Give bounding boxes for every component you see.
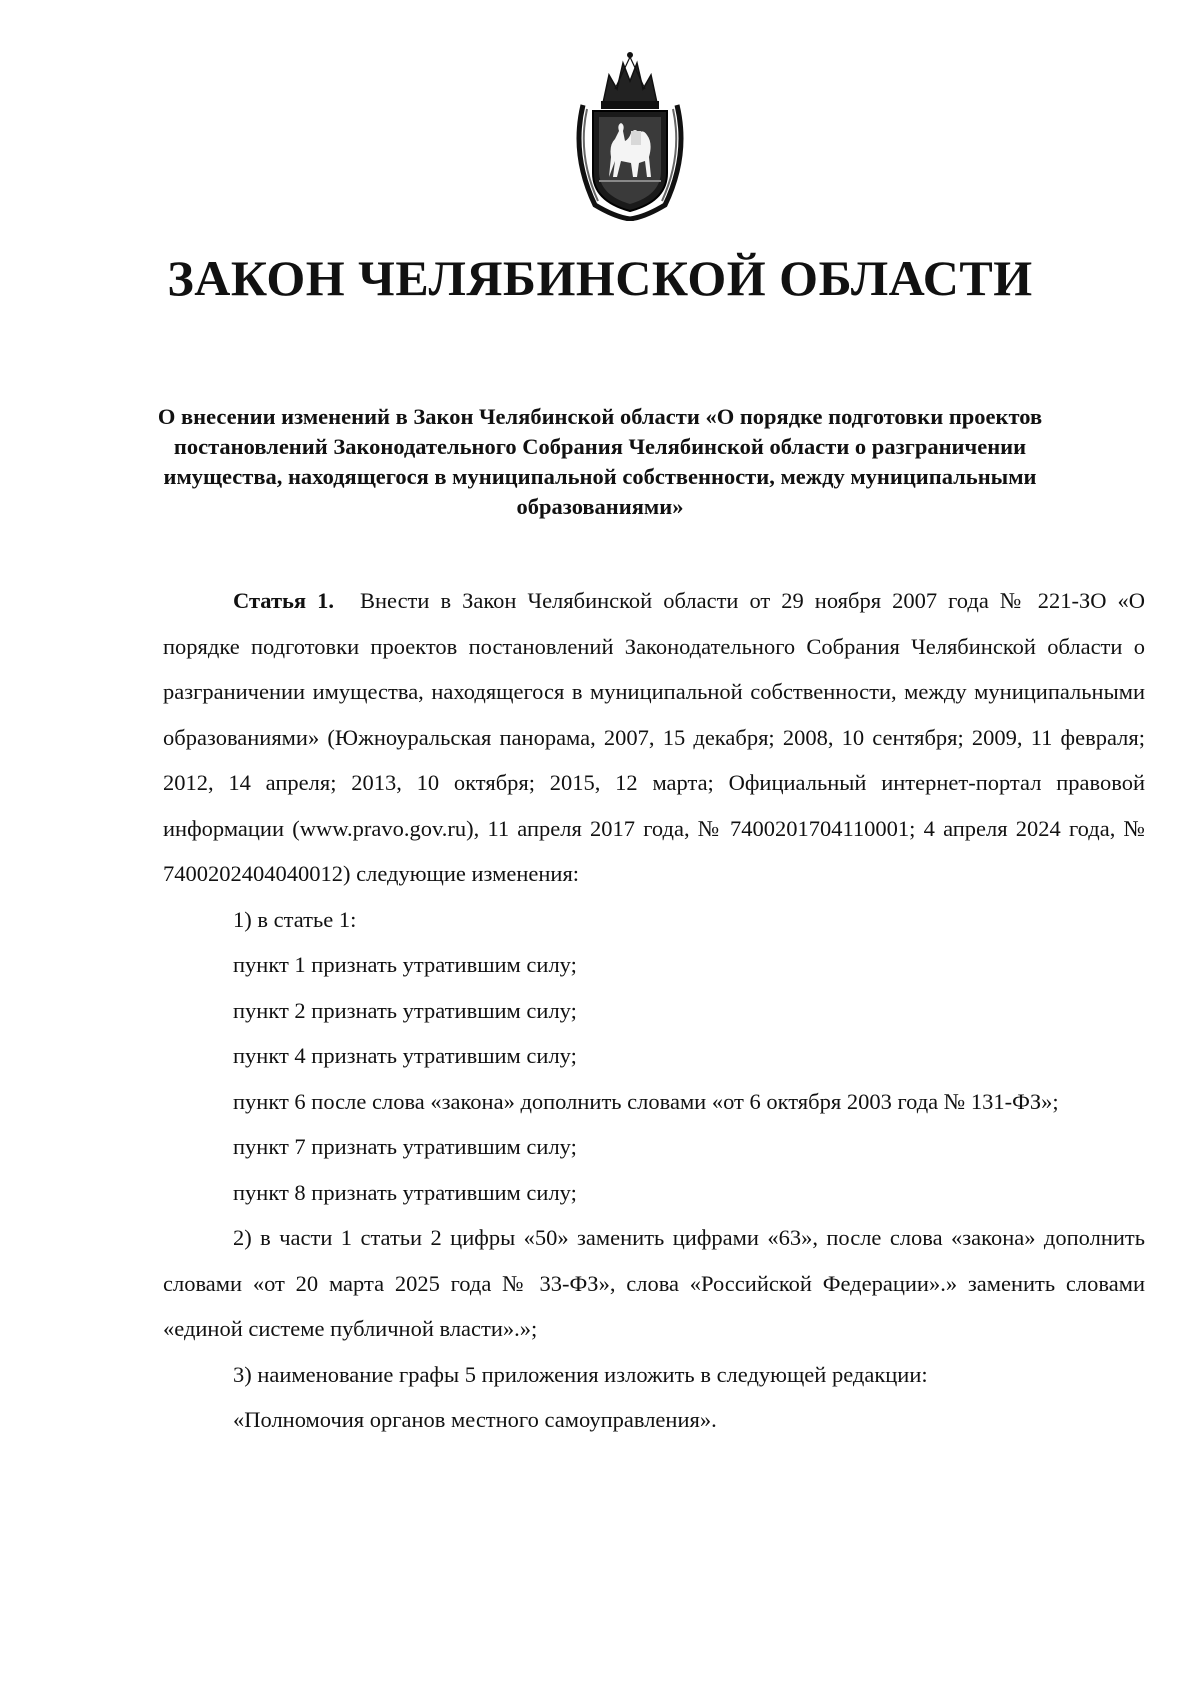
list-item: пункт 2 признать утратившим силу; xyxy=(233,997,577,1023)
document-title: ЗАКОН ЧЕЛЯБИНСКОЙ ОБЛАСТИ xyxy=(167,250,1033,306)
document-subtitle: О внесении изменений в Закон Челябинской области «О порядке подготовки проектов постановлений Законодательного Собрания Челябинской области о разграничении имущества, находящегося в муниципальной собственности, между муниципальными образованиями» xyxy=(157,404,1043,519)
list-item: 2) в части 1 статьи 2 цифры «50» заменить цифрами «63», после слова «закона» дополнить словами «от 20 марта 2025 года № 33-ФЗ», слова «Российской Федерации».» заменить словами «единой системе публичной власти».»; xyxy=(163,1225,1145,1341)
article-1-intro xyxy=(163,578,1145,897)
list-item: пункт 4 признать утратившим силу; xyxy=(233,1043,577,1068)
list-item: 3) наименование графы 5 приложения изложить в следующей редакции: xyxy=(233,1361,928,1387)
list-item: пункт 8 признать утратившим силу; xyxy=(233,1179,577,1205)
article-intro-text: Внести в Закон Челябинской области от 29 ноября 2007 года № 221-ЗО «О порядке подготовки проектов постановлений Законодательного Собрания Челябинской области о разграничении имущества, находящегося в муниципальной собственности, между муниципальными образованиями» (Южноуральская панорама, 2007, 15 декабря; 2008, 10 сентября; 2009, 11 февраля; 2012, 14 апреля; 2013, 10 октября; 2015, 12 марта; Официальный интернет-портал правовой информации (www.pravo.gov.ru), 11 апреля 2017 года, № 7400201704110001; 4 апреля 2024 года, № 7400202404040012) следующие изменения: xyxy=(163,588,1145,886)
list-item: 1) в статье 1: xyxy=(233,906,357,932)
list-item: пункт 1 признать утратившим силу; xyxy=(233,952,577,977)
coat-of-arms-icon xyxy=(565,45,695,221)
list-item: «Полномочия органов местного самоуправления». xyxy=(233,1407,717,1432)
list-item: пункт 7 признать утратившим силу; xyxy=(233,1134,577,1159)
article-body xyxy=(163,578,1145,1443)
list-item: пункт 6 после слова «закона» дополнить словами «от 6 октября 2003 года № 131-ФЗ»; xyxy=(233,1088,1059,1114)
article-label: Статья 1. xyxy=(233,588,334,613)
